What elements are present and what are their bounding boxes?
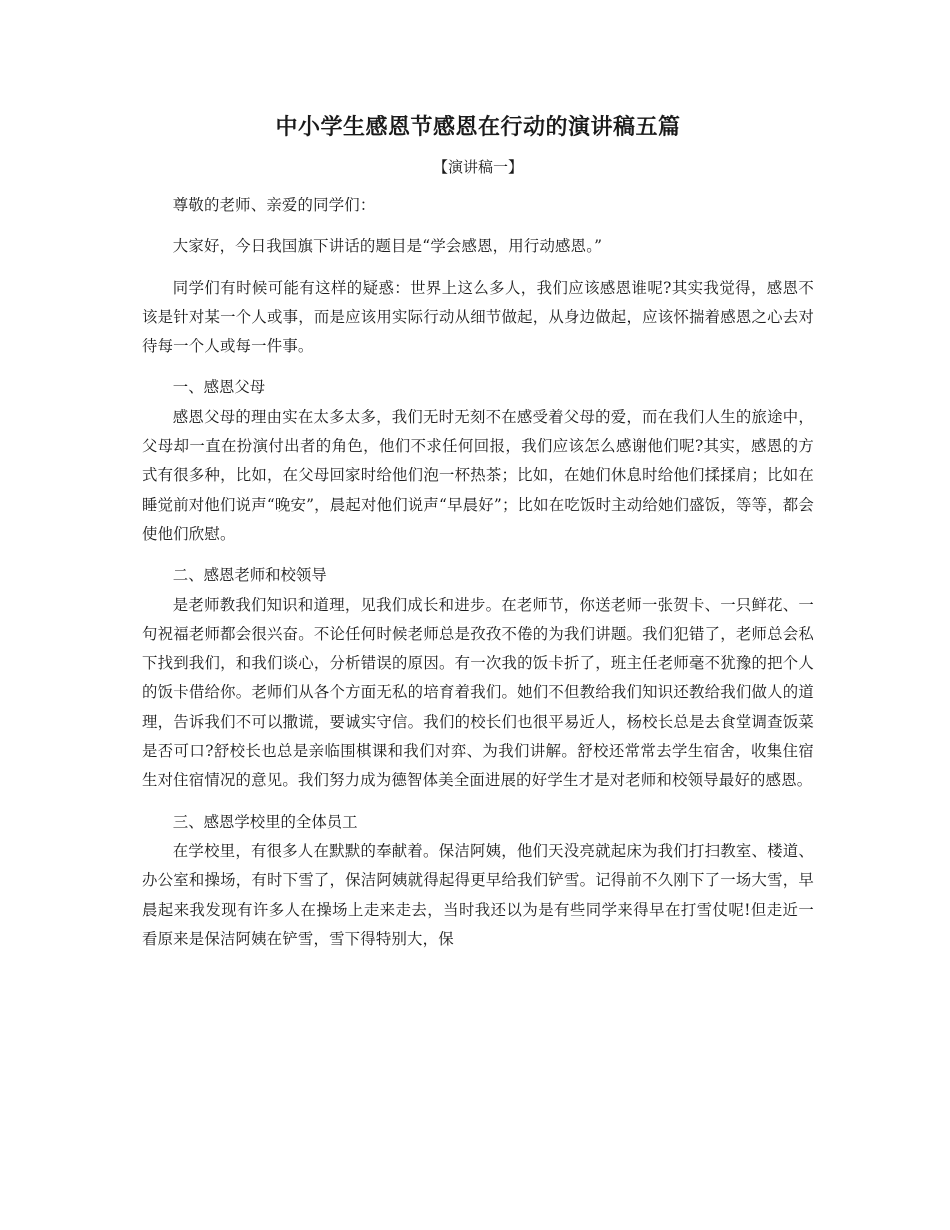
section-heading-teachers: 二、感恩老师和校领导 xyxy=(172,566,327,585)
body-paragraph-2: 感恩父母的理由实在太多太多，我们无时无刻不在感受着父母的爱，而在我们人生的旅途中，父母却一直在扮演付出者的角色，他们不求任何回报，我们应该怎么感谢他们呢?其实，感恩的方式有很多种，比如，在父母回家时给他们泡一杯热茶；比如，在她们休息时给他们揉揉肩；比如在睡觉前对他们说声“晚安”，晨起对他们说声“早晨好”；比如在吃饭时主动给她们盛饭，等等，都会使他们欣慰。 xyxy=(142,407,814,543)
greeting-paragraph: 尊敬的老师、亲爱的同学们： xyxy=(172,196,376,214)
document-title: 中小学生感恩节感恩在行动的演讲稿五篇 xyxy=(275,115,681,140)
section-heading-staff: 三、感恩学校里的全体员工 xyxy=(172,812,358,831)
section-heading-parents: 一、感恩父母 xyxy=(172,378,266,397)
body-paragraph-3: 是老师教我们知识和道理，见我们成长和进步。在老师节，你送老师一张贺卡、一只鲜花、一句祝福老师都会很兴奋。不论任何时候老师总是孜孜不倦的为我们讲题。我们犯错了，老师总会私下找到我们，和我们谈心，分析错误的原因。有一次我的饭卡折了，班主任老师毫不犹豫的把个人的饭卡借给你。老师们从各个方面无私的培育着我们。她们不但教给我们知识还教给我们做人的道理，告诉我们不可以撒谎，要诚实守信。我们的校长们也很平易近人，杨校长总是去食堂调查饭菜是否可口?舒校长也总是亲临围棋课和我们对弈、为我们讲解。舒校还常常去学生宿舍，收集住宿生对住宿情况的意见。我们努力成为德智体美全面进展的好学生才是对老师和校领导最好的感恩。 xyxy=(142,595,814,790)
body-paragraph-4: 在学校里，有很多人在默默的奉献着。保洁阿姨，他们天没亮就起床为我们打扫教室、楼道、办公室和操场，有时下雪了，保洁阿姨就得起得更早给我们铲雪。记得前不久刚下了一场大雪，早晨起来我发现有许多人在操场上走来走去，当时我还以为是有些同学来得早在打雪仗呢!但走近一看原来是保洁阿姨在铲雪，雪下得特别大，保 xyxy=(142,841,814,948)
speech-subtitle: 【演讲稿一】 xyxy=(432,158,523,176)
document-page xyxy=(142,112,814,954)
intro-paragraph: 大家好，今日我国旗下讲话的题目是“学会感恩，用行动感恩。” xyxy=(172,237,603,256)
body-paragraph-1: 同学们有时候可能有这样的疑惑：世界上这么多人，我们应该感恩谁呢?其实我觉得，感恩不该是针对某一个人或事，而是应该用实际行动从细节做起，从身边做起，应该怀揣着感恩之心去对待每一个人或每一件事。 xyxy=(142,278,814,356)
